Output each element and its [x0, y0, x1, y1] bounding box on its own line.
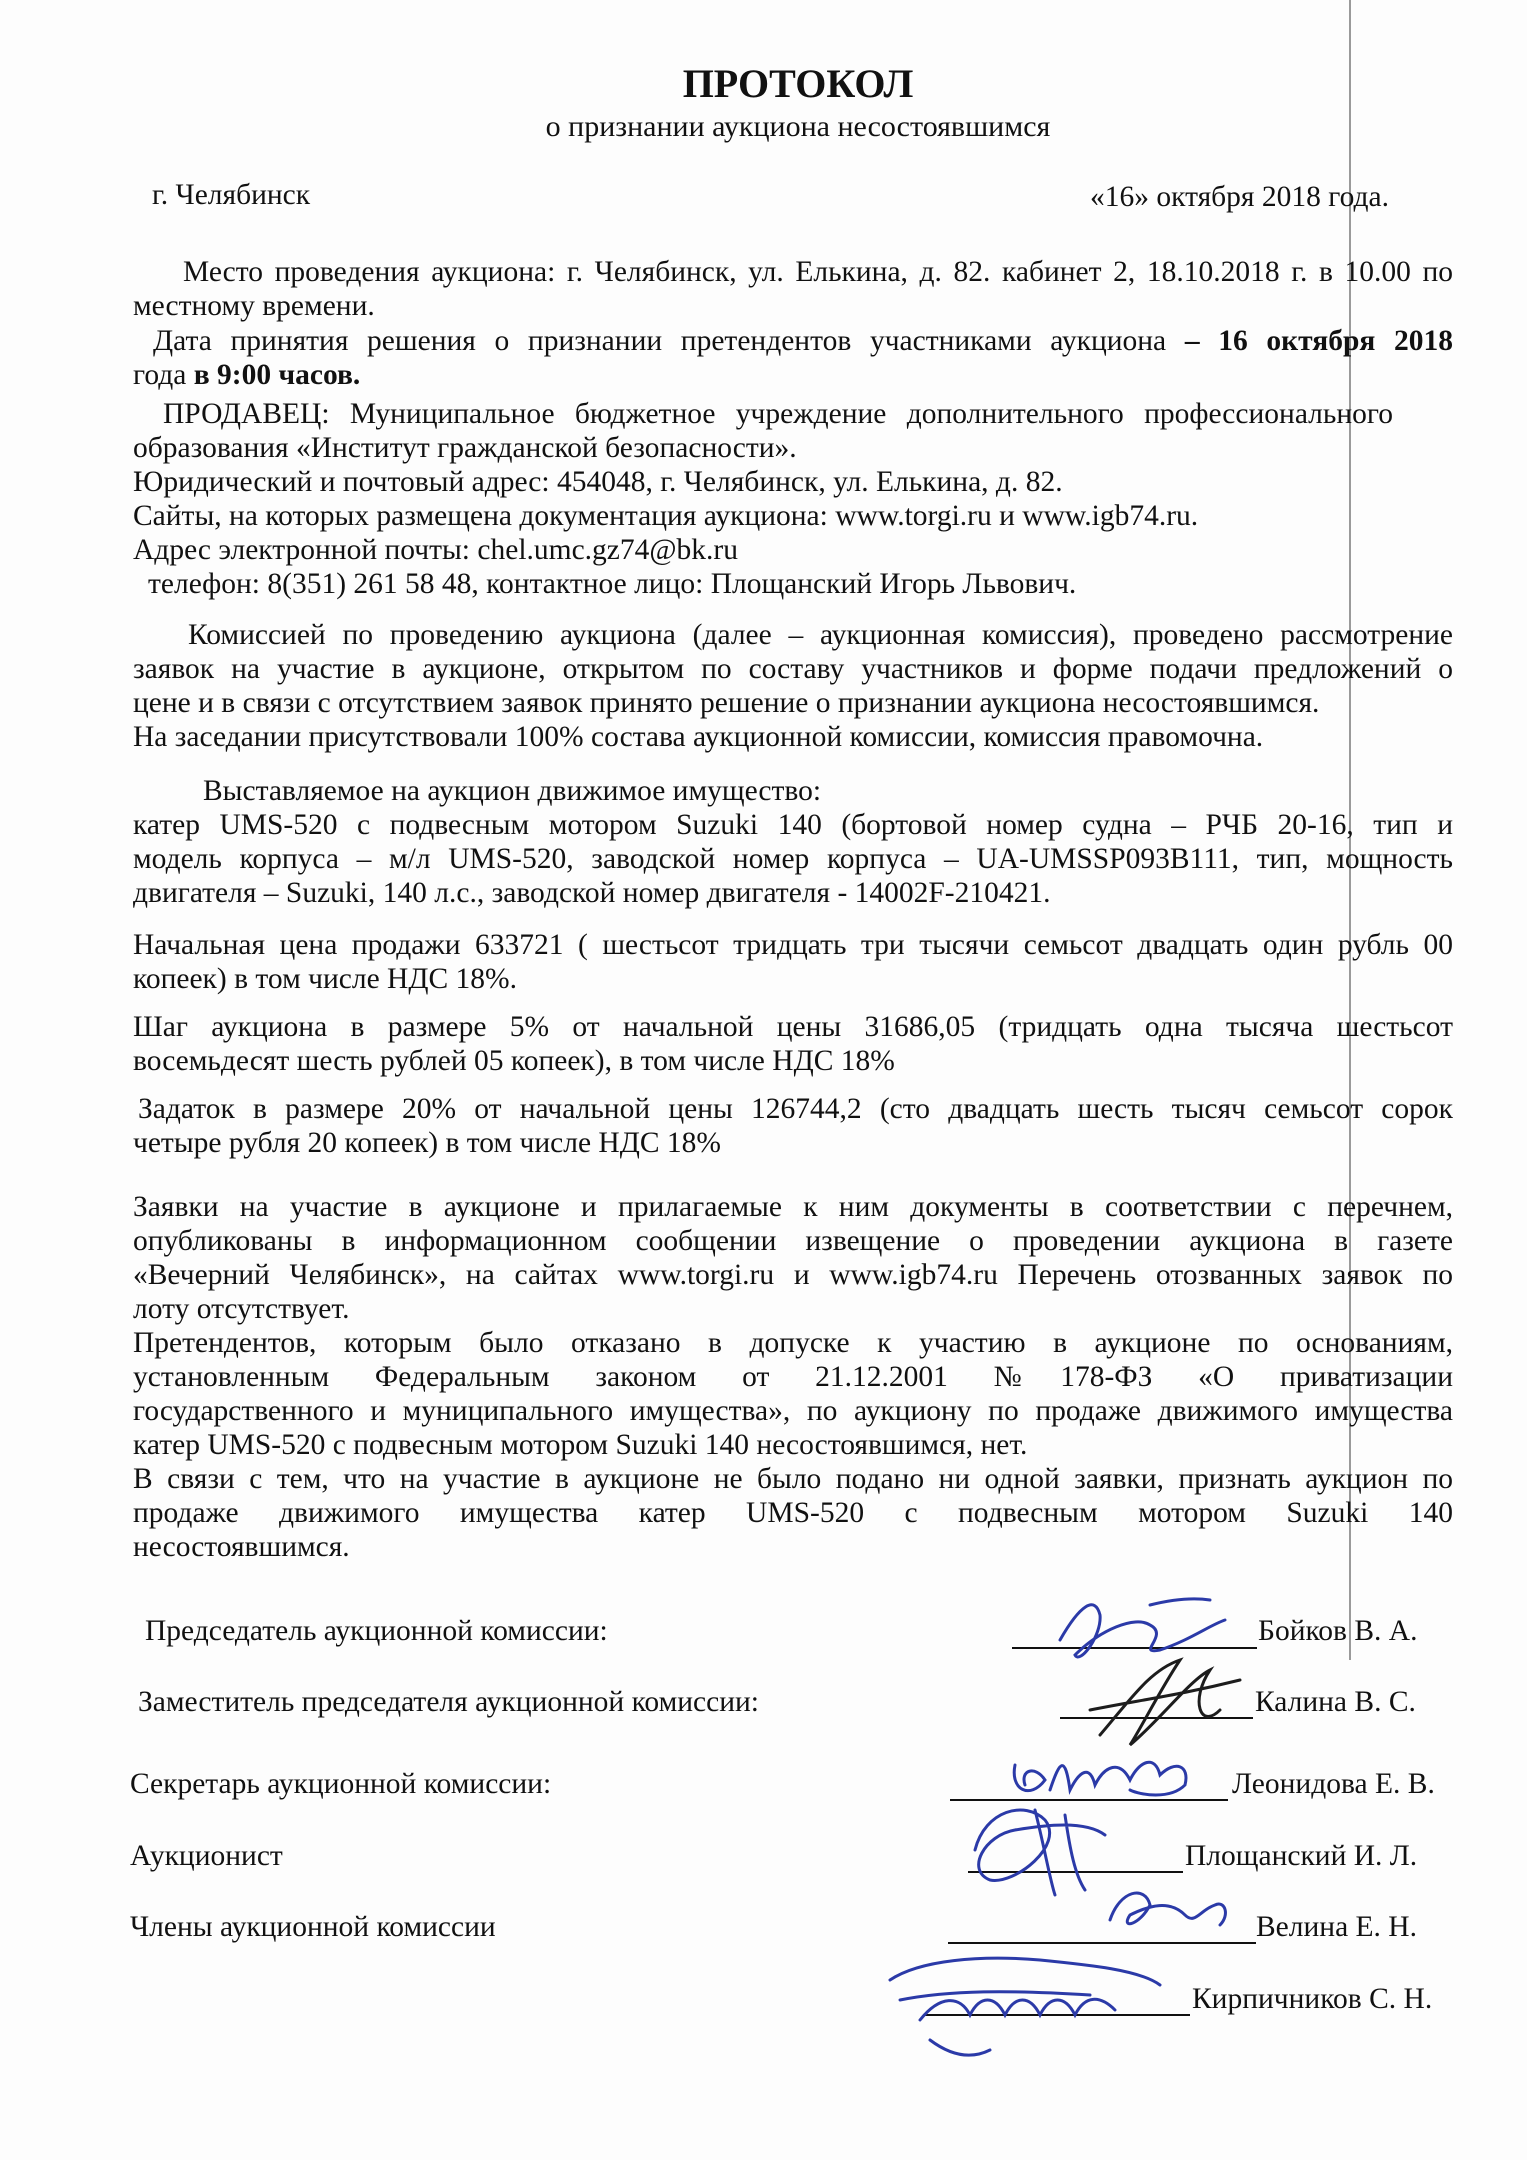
property-paragraph: [133, 774, 1453, 910]
property-line-2: модель корпуса – м/л UMS-520, заводской номер корпуса – UA-UMSSP093B111, тип, мощность: [133, 843, 1453, 875]
signature-role: Председатель аукционной комиссии:: [145, 1615, 608, 1647]
price-line-2: копеек) в том числе НДС 18%.: [133, 963, 517, 995]
conclusion-line-1: В связи с тем, что на участие в аукционе не было подано ни одной заявки, признать аукцион по: [133, 1463, 1453, 1495]
seller-paragraph: [133, 397, 1453, 601]
decision-date-paragraph: [133, 324, 1453, 392]
document-title: ПРОТОКОЛ: [682, 61, 914, 106]
decision-text: Дата принятия решения о признании претендентов участниками аукциона: [153, 325, 1167, 357]
commission-line-2: заявок на участие в аукционе, открытом по составу участников и форме подачи предложений о: [133, 653, 1453, 685]
decision-date: – 16 октября 2018: [1184, 325, 1453, 357]
signature-name: Калина В. С.: [1255, 1686, 1416, 1718]
document-subtitle: о признании аукциона несостоявшимся: [545, 110, 1051, 143]
signature-name: Кирпичников С. Н.: [1192, 1983, 1433, 2015]
conclusion-line-2: продаже движимого имущества катер UMS-520 с подвесным мотором Suzuki 140: [133, 1497, 1453, 1529]
signature-role: Аукционист: [130, 1840, 283, 1872]
applications-paragraph: [133, 1190, 1453, 1564]
applications-line-1: Заявки на участие в аукционе и прилагаемые к ним документы в соответствии с перечнем,: [133, 1191, 1453, 1223]
signature-name: Велина Е. Н.: [1256, 1911, 1417, 1943]
commission-line-4: На заседании присутствовали 100% состава аукционной комиссии, комиссия правомочна.: [133, 721, 1264, 753]
commission-line-1: Комиссией по проведению аукциона (далее – аукционная комиссия), проведено рассмотрение: [188, 619, 1453, 651]
signature-mark-velina: [1090, 1870, 1250, 1950]
property-line-3: двигателя – Suzuki, 140 л.с., заводской номер двигателя - 14002F-210421.: [133, 877, 1051, 909]
seller-line-2: образования «Институт гражданской безопасности».: [133, 432, 797, 464]
applicants-line-4: катер UMS-520 с подвесным мотором Suzuki 140 несостоявшимся, нет.: [133, 1429, 1028, 1461]
decision-time: в 9:00 часов.: [193, 359, 361, 391]
decision-line-1: [133, 324, 1453, 358]
decision-year-text: года: [133, 359, 187, 391]
signature-name: Леонидова Е. В.: [1232, 1768, 1435, 1800]
commission-paragraph: [133, 618, 1453, 754]
signature-name: Бойков В. А.: [1258, 1615, 1418, 1647]
seller-line-1: ПРОДАВЕЦ: Муниципальное бюджетное учреждение дополнительного профессионального: [163, 398, 1393, 430]
signature-role: Заместитель председателя аукционной комиссии:: [138, 1686, 759, 1718]
city: г. Челябинск: [152, 179, 311, 211]
applicants-line-3: государственного и муниципального имущества», по аукциону по продаже движимого имущества: [133, 1395, 1453, 1427]
signature-name: Площанский И. Л.: [1185, 1840, 1418, 1872]
applicants-line-2: установленным Федеральным законом от 21.12.2001 №178-ФЗ «О приватизации: [133, 1361, 1453, 1393]
deposit-line-2: четыре рубля 20 копеек) в том числе НДС 18%: [133, 1127, 721, 1159]
decision-line-2: [133, 358, 1453, 392]
property-heading: Выставляемое на аукцион движимое имущество:: [203, 775, 822, 807]
deposit-line-1: Задаток в размере 20% от начальной цены 126744,2 (сто двадцать шесть тысяч семьсот сорок: [138, 1093, 1453, 1125]
seller-address: Юридический и почтовый адрес: 454048, г. Челябинск, ул. Елькина, д. 82.: [133, 466, 1063, 498]
signature-role: Секретарь аукционной комиссии:: [130, 1768, 552, 1800]
step-line-1: Шаг аукциона в размере 5% от начальной цены 31686,05 (тридцать одна тысяча шестьсот: [133, 1011, 1453, 1043]
applications-line-4: лоту отсутствует.: [133, 1293, 350, 1325]
signature-mark-kirpichnikov: [860, 1940, 1180, 2070]
applications-line-3: «Вечерний Челябинск», на сайтах www.torgi.ru и www.igb74.ru Перечень отозванных заявок по: [133, 1259, 1453, 1291]
applications-line-2: опубликованы в информационном сообщении извещение о проведении аукциона в газете: [133, 1225, 1453, 1257]
seller-phone: телефон: 8(351) 261 58 48, контактное лицо: Площанский Игорь Львович.: [148, 568, 1077, 600]
step-line-2: восемьдесят шесть рублей 05 копеек), в том числе НДС 18%: [133, 1045, 895, 1077]
property-line-1: катер UMS-520 с подвесным мотором Suzuki 140 (бортовой номер судна – РЧБ 20-16, тип и: [133, 809, 1453, 841]
signature-role: Члены аукционной комиссии: [130, 1911, 496, 1943]
seller-sites: Сайты, на которых размещена документация аукциона: www.torgi.ru и www.igb74.ru.: [133, 500, 1199, 532]
place-line-2: местному времени.: [133, 290, 375, 322]
document-date: «16» октября 2018 года.: [1090, 181, 1389, 213]
conclusion-line-3: несостоявшимся.: [133, 1531, 350, 1563]
price-line-1: Начальная цена продажи 633721 ( шестьсот тридцать три тысячи семьсот двадцать один рубль 00: [133, 929, 1453, 961]
auction-step-paragraph: [133, 1010, 1453, 1078]
auction-place-paragraph: [133, 255, 1453, 323]
applicants-line-1: Претендентов, которым было отказано в допуске к участию в аукционе по основаниям,: [133, 1327, 1453, 1359]
commission-line-3: цене и в связи с отсутствием заявок принято решение о признании аукциона несостоявшимся.: [133, 687, 1320, 719]
place-line-1: Место проведения аукциона: г. Челябинск, ул. Елькина, д. 82. кабинет 2, 18.10.2018 г. в 10.00 по: [183, 256, 1453, 288]
seller-email: Адрес электронной почты: chel.umc.gz74@bk.ru: [133, 534, 739, 566]
deposit-paragraph: [133, 1092, 1453, 1160]
start-price-paragraph: [133, 928, 1453, 996]
